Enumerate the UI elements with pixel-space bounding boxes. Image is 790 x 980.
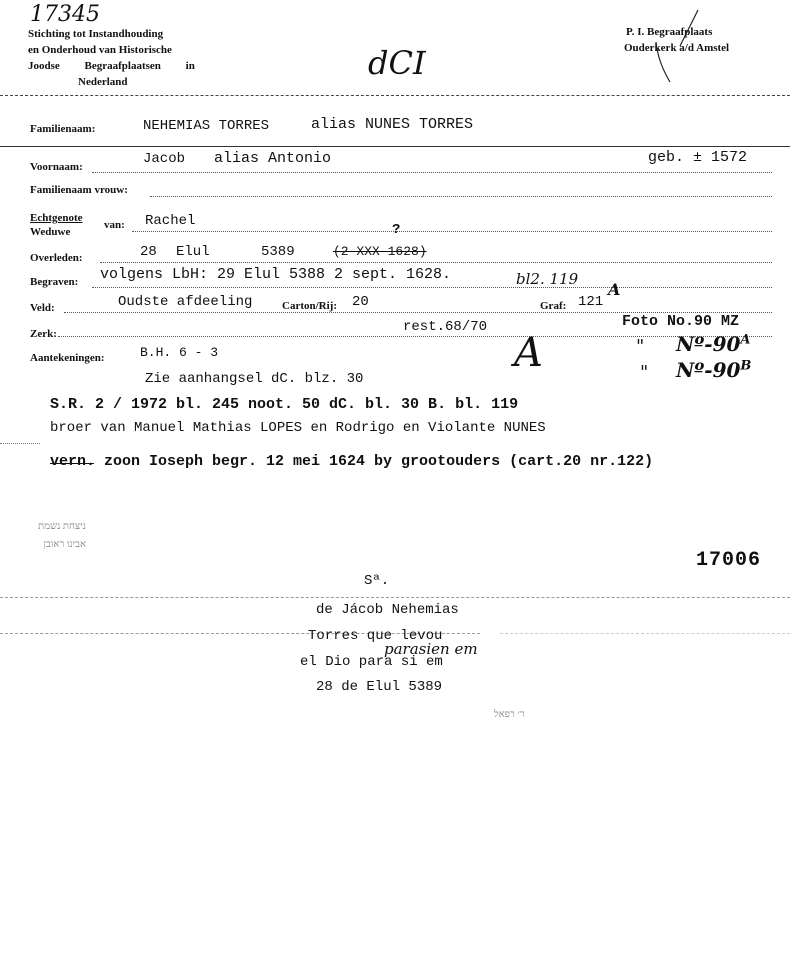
foto-value: Foto No.90 MZ xyxy=(622,313,740,330)
carton-label: Carton/Rij: xyxy=(282,300,337,312)
margin-dots xyxy=(0,443,40,444)
appendix-note: Zie aanhangsel dC. blz. 30 xyxy=(145,371,364,387)
ditto-mark-2: " xyxy=(640,362,649,383)
bleed-line-2: אבינו ראובן xyxy=(43,539,86,550)
hebrew-bleed-text xyxy=(38,518,86,554)
place-line-1: P. I. Begraafplaats xyxy=(626,26,713,38)
begraven-label: Begraven: xyxy=(30,276,79,288)
hand-slash-mark xyxy=(640,6,700,86)
graf-suffix: A xyxy=(608,280,621,299)
aantekeningen-value: B.H. 6 - 3 xyxy=(140,345,219,360)
org-line-4: Nederland xyxy=(78,76,128,88)
overleden-year: 5389 xyxy=(261,244,295,260)
vrouw-line xyxy=(150,196,772,197)
overleden-day: 28 xyxy=(140,244,157,260)
overleden-struck-date: (2 XXX 1628) xyxy=(333,244,427,259)
begraven-value: volgens LbH: 29 Elul 5388 2 sept. 1628. xyxy=(100,266,452,283)
lower-line-2: Torres que levou xyxy=(308,628,443,644)
organization-block xyxy=(28,26,195,90)
graf-label: Graf: xyxy=(540,300,567,312)
echtgenote-value: Rachel xyxy=(145,213,196,229)
begraven-line xyxy=(92,287,772,288)
weduwe-label: Weduwe xyxy=(30,226,71,238)
photo-b xyxy=(676,358,751,382)
lower-rule-1 xyxy=(0,597,790,598)
familienaam-alias: alias NUNES TORRES xyxy=(311,116,474,133)
photo-a xyxy=(676,332,751,356)
zerk-value: rest.68/70 xyxy=(403,319,488,335)
overleden-line xyxy=(100,262,772,263)
begraven-hand-note: bl2. 119 xyxy=(516,270,579,288)
familienaam-vrouw-label: Familienaam vrouw: xyxy=(30,184,128,196)
code-mark: dCI xyxy=(368,44,426,82)
voornaam-line xyxy=(92,172,772,173)
veld-value: Oudste afdeeling xyxy=(118,294,253,310)
veld-label: Veld: xyxy=(30,302,55,314)
photo-a-number: Nº-90 xyxy=(676,332,741,356)
voornaam-label: Voornaam: xyxy=(30,161,83,173)
aantekeningen-label: Aantekeningen: xyxy=(30,352,105,364)
big-letter-a: A xyxy=(514,330,543,376)
archive-number: 17345 xyxy=(30,2,100,27)
overleden-label: Overleden: xyxy=(30,252,83,264)
zerk-label: Zerk: xyxy=(30,328,57,340)
name-rule xyxy=(0,146,790,147)
lower-rule-3 xyxy=(500,633,790,634)
query-mark: ? xyxy=(392,222,401,238)
photo-b-sup: B xyxy=(740,358,752,374)
familienaam-value: NEHEMIAS TORRES xyxy=(143,118,270,134)
hand-correction: parasien em xyxy=(384,640,478,658)
org-line-3: Joodse Begraafplaatsen in xyxy=(28,60,195,72)
overleden-month: Elul xyxy=(176,244,210,260)
org-line-2: en Onderhoud van Historische xyxy=(28,44,172,56)
note-line-1: S.R. 2 / 1972 bl. 245 noot. 50 dC. bl. 30 B. bl. 119 xyxy=(50,396,519,413)
lower-line-4: 28 de Elul 5389 xyxy=(316,679,443,695)
photo-a-sup: A xyxy=(740,332,751,348)
echtgenote-line xyxy=(132,231,772,232)
hebrew-bleed-small: ר׳ רפאל xyxy=(494,709,525,720)
voornaam-alias: alias Antonio xyxy=(214,150,332,167)
note-line-3: vern. zoon Ioseph begr. 12 mei 1624 by grootouders (cart.20 nr.122) xyxy=(50,453,654,470)
note-line-2: broer van Manuel Mathias LOPES en Rodrigo en Violante NUNES xyxy=(50,420,546,436)
echtgenote-label: Echtgenote xyxy=(30,212,83,224)
carton-value: 20 xyxy=(352,294,369,310)
ditto-mark-1: " xyxy=(636,336,645,357)
bleed-line-1: ניצחת נשמת xyxy=(38,521,86,532)
born-value: geb. ± 1572 xyxy=(648,149,748,166)
top-rule xyxy=(0,95,790,96)
lower-line-1: de Jácob Nehemias xyxy=(316,602,459,618)
familienaam-label: Familienaam: xyxy=(30,123,96,135)
zerk-line xyxy=(58,336,772,337)
graf-value: 121 xyxy=(578,294,604,310)
reference-number: 17006 xyxy=(696,549,762,572)
place-line-2: Ouderkerk a/d Amstel xyxy=(624,42,730,54)
sa-mark: Sª. xyxy=(364,573,390,589)
org-line-1: Stichting tot Instandhouding xyxy=(28,28,164,40)
van-label: van: xyxy=(104,219,125,231)
lower-line-3: el Dio para si em xyxy=(300,654,443,670)
photo-b-number: Nº-90 xyxy=(676,358,741,382)
voornaam-value: Jacob xyxy=(143,151,186,167)
struck-word-line xyxy=(50,463,94,464)
